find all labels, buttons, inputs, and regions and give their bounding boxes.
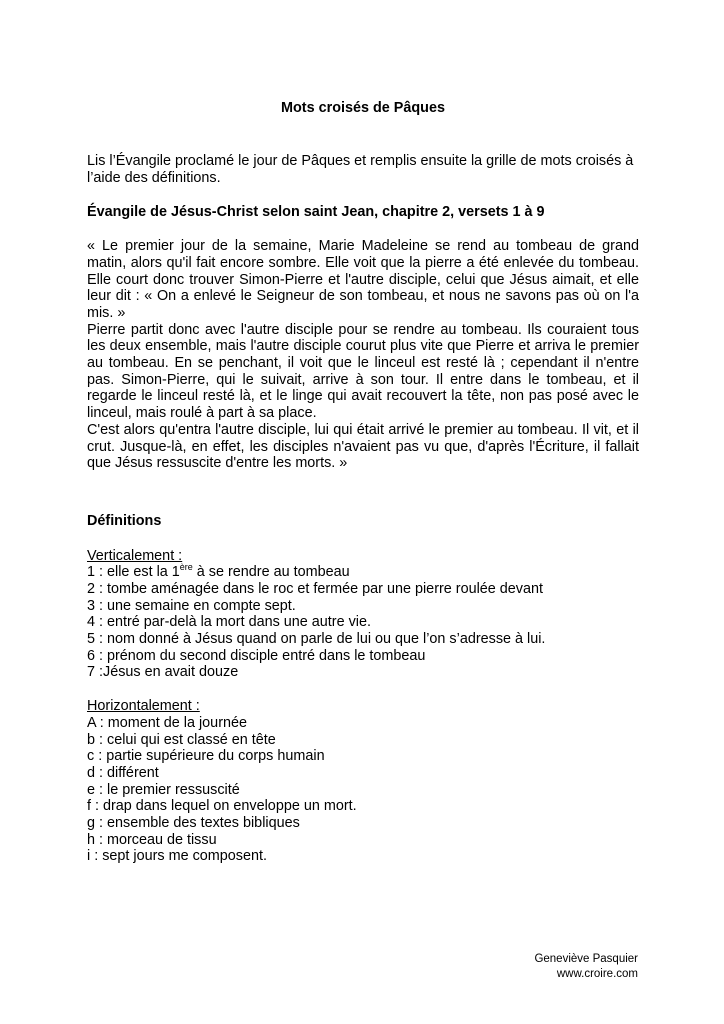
definitions-heading: Définitions	[87, 512, 162, 529]
gospel-text	[87, 238, 639, 472]
horizontal-definition-g: g : ensemble des textes bibliques	[87, 815, 300, 831]
vertical-definitions-list	[87, 564, 639, 681]
superscript: ère	[179, 562, 193, 573]
horizontal-definition-f: f : drap dans lequel on enveloppe un mort.	[87, 798, 357, 815]
vertical-definition-2: 2 : tombe aménagée dans le roc et fermée par une pierre roulée devant	[87, 581, 543, 598]
horizontal-definition-a: A : moment de la journée	[87, 714, 247, 731]
page-title: Mots croisés de Pâques	[281, 100, 445, 116]
footer-author: Geneviève Pasquier	[534, 953, 638, 965]
gospel-paragraph-3: C'est alors qu'entra l'autre disciple, lui qui était arrivé le premier au tombeau. Il vit, et il crut. Jusque-là, en effet, les disciples n'avaient pas vu que, d'après l'Écriture, il fallait que Jésus ressuscite d'entre les morts. »	[87, 421, 639, 472]
horizontal-definition-d: d : différent	[87, 764, 159, 781]
definition-text: 1 : elle est la 1	[87, 564, 180, 581]
horizontal-definition-i: i : sept jours me composent.	[87, 848, 267, 865]
intro-paragraph: Lis l’Évangile proclamé le jour de Pâques et remplis ensuite la grille de mots croisés à l’aide des définitions.	[87, 153, 634, 186]
horizontal-label: Horizontalement :	[87, 698, 200, 715]
vertical-definition-5: 5 : nom donné à Jésus quand on parle de lui ou que l’on s’adresse à lui.	[87, 631, 546, 648]
gospel-paragraph-1: « Le premier jour de la semaine, Marie Madeleine se rend au tombeau de grand matin, alors qu'il fait encore sombre. Elle voit que la pierre a été enlevée du tombeau. Elle court donc trouver Simon-Pierre et l'autre disciple, celui que Jésus aimait, et elle leur dit : « On a enlevé le Seigneur de son tombeau, et nous ne savons pas où on l'a mis. »	[87, 238, 639, 321]
horizontal-definition-e: e : le premier ressuscité	[87, 781, 240, 798]
horizontal-definitions-list	[87, 715, 639, 865]
horizontal-definition-b: b : celui qui est classé en tête	[87, 731, 276, 748]
horizontal-definition-h: h : morceau de tissu	[87, 831, 217, 848]
vertical-definition-4: 4 : entré par-delà la mort dans une autre vie.	[87, 614, 371, 631]
gospel-paragraph-2: Pierre partit donc avec l'autre disciple pour se rendre au tombeau. Ils couraient tous les deux ensemble, mais l'autre disciple courut plus vite que Pierre et arriva le premier au tombeau. En se penchant, il voit que le linceul est resté là ; cependant il n'entre pas. Simon-Pierre, qui le suivait, arrive à son tour. Il entre dans le tombeau, et il regarde le linceul resté là, et le linge qui avait recouvert la tête, non pas posé avec le linceul, mais roulé à part à sa place.	[87, 321, 639, 422]
vertical-definition-6: 6 : prénom du second disciple entré dans le tombeau	[87, 647, 426, 664]
gospel-heading: Évangile de Jésus-Christ selon saint Jean, chapitre 2, versets 1 à 9	[87, 204, 545, 221]
definition-text: à se rendre au tombeau	[192, 564, 350, 581]
document-content	[87, 100, 639, 865]
vertical-definition-3: 3 : une semaine en compte sept.	[87, 597, 296, 614]
horizontal-definition-c: c : partie supérieure du corps humain	[87, 748, 325, 765]
vertical-definition-1	[87, 564, 639, 581]
footer-website: www.croire.com	[556, 968, 638, 980]
footer	[534, 952, 638, 982]
vertical-label: Verticalement :	[87, 547, 183, 564]
vertical-definition-7: 7 :Jésus en avait douze	[87, 664, 239, 681]
